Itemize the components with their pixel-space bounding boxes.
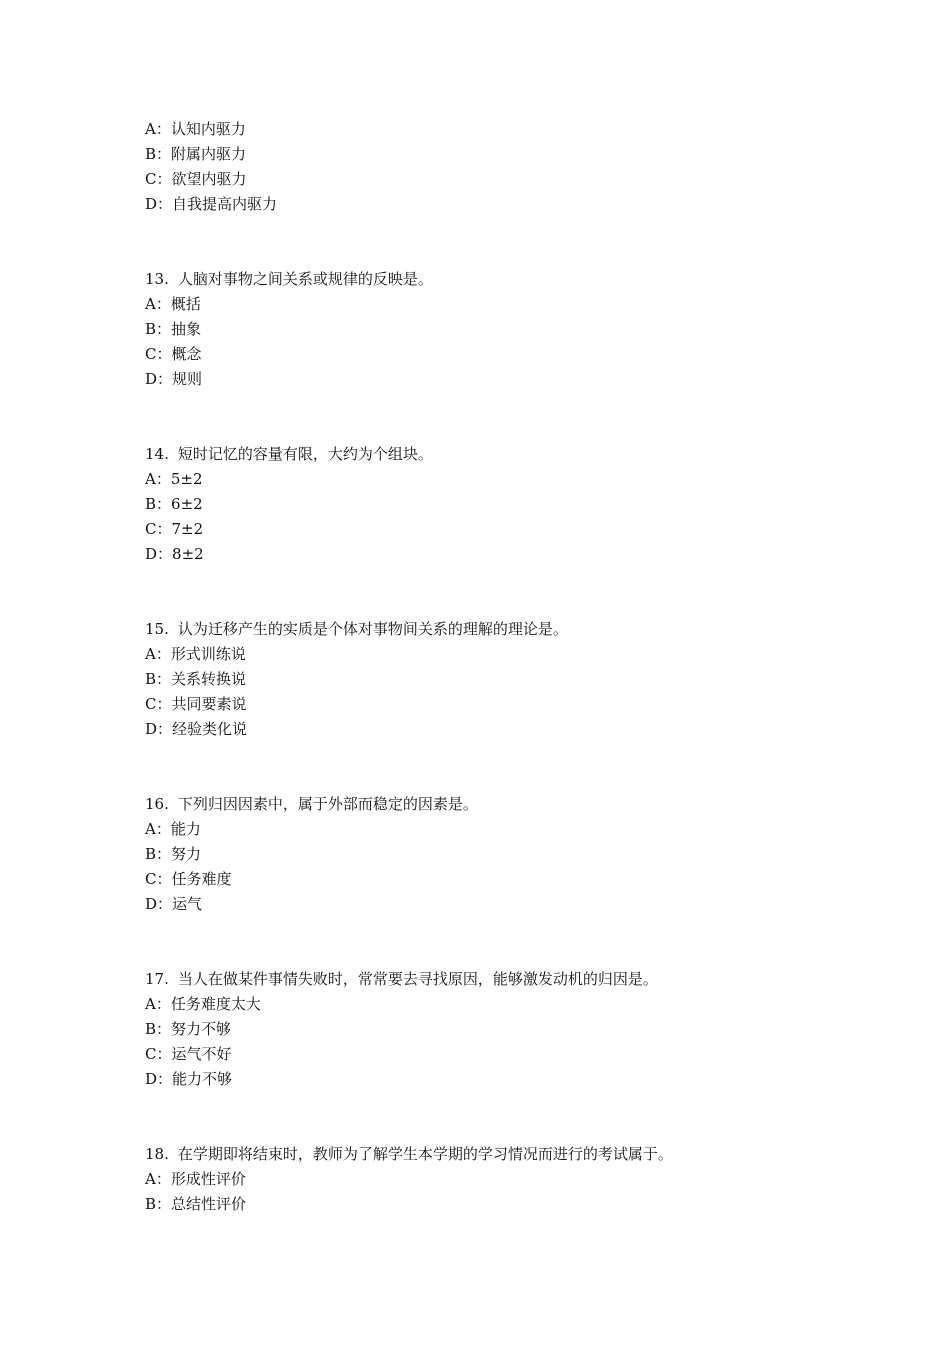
option-a: A：概括 bbox=[145, 295, 201, 313]
option-a: A：5±2 bbox=[145, 470, 203, 488]
question-stem bbox=[145, 1142, 845, 1167]
question-number: 17. bbox=[145, 970, 169, 988]
option-b: B：关系转换说 bbox=[145, 670, 247, 688]
question-text: 人脑对事物之间关系或规律的反映是。 bbox=[177, 270, 433, 288]
question-12-options bbox=[145, 117, 845, 217]
question-text: 在学期即将结束时，教师为了解学生本学期的学习情况而进行的考试属于。 bbox=[177, 1145, 673, 1163]
option-d: D：规则 bbox=[145, 370, 203, 388]
question-stem bbox=[145, 617, 845, 642]
question-stem bbox=[145, 267, 845, 292]
question-text: 下列归因因素中，属于外部而稳定的因素是。 bbox=[177, 795, 478, 813]
option-b: B：总结性评价 bbox=[145, 1195, 247, 1213]
question-stem bbox=[145, 967, 845, 992]
question-number: 18. bbox=[145, 1145, 169, 1163]
question-15 bbox=[145, 617, 845, 742]
option-a: A：任务难度太大 bbox=[145, 995, 261, 1013]
option-b: B：抽象 bbox=[145, 320, 202, 338]
option-b: B：附属内驱力 bbox=[145, 145, 247, 163]
question-16 bbox=[145, 792, 845, 917]
question-text: 认为迁移产生的实质是个体对事物间关系的理解的理论是。 bbox=[177, 620, 568, 638]
option-c: C：任务难度 bbox=[145, 870, 232, 888]
option-d: D：运气 bbox=[145, 895, 203, 913]
question-text: 当人在做某件事情失败时，常常要去寻找原因，能够激发动机的归因是。 bbox=[177, 970, 658, 988]
option-a: A：形成性评价 bbox=[145, 1170, 246, 1188]
option-d: D：8±2 bbox=[145, 545, 204, 563]
option-b: B：6±2 bbox=[145, 495, 203, 513]
option-a: A：形式训练说 bbox=[145, 645, 246, 663]
question-stem bbox=[145, 442, 845, 467]
option-b: B：努力不够 bbox=[145, 1020, 232, 1038]
option-d: D：能力不够 bbox=[145, 1070, 233, 1088]
question-number: 16. bbox=[145, 795, 169, 813]
question-number: 14. bbox=[145, 445, 169, 463]
option-c: C：7±2 bbox=[145, 520, 204, 538]
question-13 bbox=[145, 267, 845, 392]
option-b: B：努力 bbox=[145, 845, 202, 863]
option-d: D：经验类化说 bbox=[145, 720, 248, 738]
option-c: C：欲望内驱力 bbox=[145, 170, 247, 188]
option-a: A：认知内驱力 bbox=[145, 120, 246, 138]
question-17 bbox=[145, 967, 845, 1092]
option-c: C：概念 bbox=[145, 345, 202, 363]
question-text: 短时记忆的容量有限，大约为个组块。 bbox=[177, 445, 433, 463]
option-c: C：共同要素说 bbox=[145, 695, 247, 713]
option-d: D：自我提高内驱力 bbox=[145, 195, 278, 213]
option-c: C：运气不好 bbox=[145, 1045, 232, 1063]
question-18 bbox=[145, 1142, 845, 1217]
question-14 bbox=[145, 442, 845, 567]
question-stem bbox=[145, 792, 845, 817]
option-a: A：能力 bbox=[145, 820, 201, 838]
question-number: 13. bbox=[145, 270, 169, 288]
question-number: 15. bbox=[145, 620, 169, 638]
